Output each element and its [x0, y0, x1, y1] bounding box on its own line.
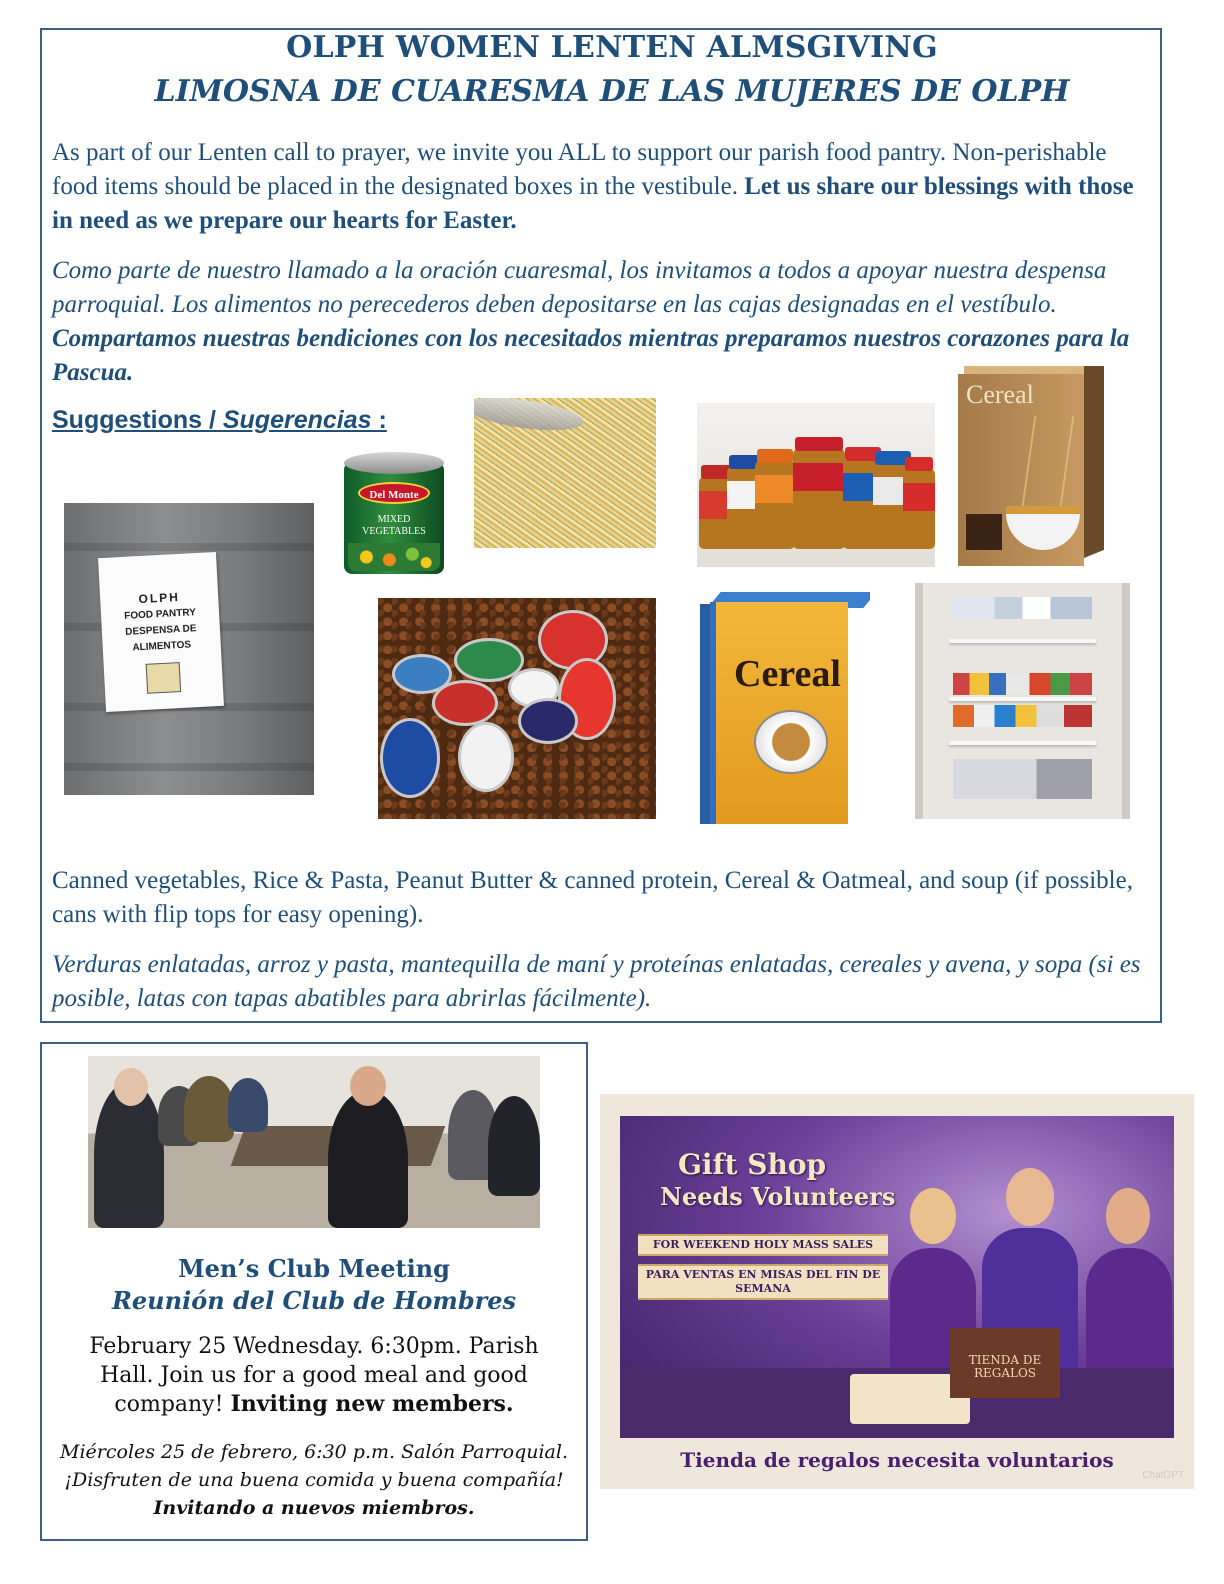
- canned-vegetables-image: [340, 452, 448, 577]
- mens-club-title-en: Men’s Club Meeting: [178, 1254, 450, 1283]
- mens-club-body-en: [60, 1332, 568, 1419]
- gift-shop-headline-2: Needs Volunteers: [660, 1182, 896, 1211]
- gift-shop-artwork: [620, 1116, 1174, 1438]
- title-es: LIMOSNA DE CUARESMA DE LAS MUJERES DE OLPH: [154, 74, 1070, 109]
- mens-club-body-es-bold: Invitando a nuevos miembros.: [153, 1497, 475, 1519]
- gift-shop-ribbon-1: FOR WEEKEND HOLY MASS SALES: [638, 1234, 888, 1256]
- cereal-box-clipart: [700, 592, 870, 826]
- title-en: OLPH WOMEN LENTEN ALMSGIVING: [286, 30, 938, 65]
- gift-shop-ribbon-2: PARA VENTAS EN MISAS DEL FIN DE SEMANA: [638, 1264, 888, 1300]
- pantry-sign-line4: ALIMENTOS: [132, 639, 192, 654]
- intro-es-text: Como parte de nuestro llamado a la oración cuaresmal, los invitamos a todos a apoyar nuestra despensa parroquial. Los alimentos no perecederos deben depositarse en las cajas designadas en el vestíbulo.: [52, 257, 1107, 318]
- pantry-sign: [98, 552, 224, 712]
- mens-club-body-en-text: February 25 Wednesday. 6:30pm. Parish Hall. Join us for a good meal and good company!: [89, 1334, 539, 1417]
- cereal-box-image: [958, 366, 1104, 566]
- suggestions-colon: :: [371, 406, 387, 434]
- pantry-sign-line3: DESPENSA DE: [125, 623, 197, 638]
- suggestions-heading: [52, 406, 387, 435]
- suggestions-separator: /: [202, 406, 223, 434]
- pantry-shelves-photo: [915, 583, 1130, 819]
- cereal-box-1-title: Cereal: [966, 380, 1034, 409]
- gift-shop-caption: Tienda de regalos necesita voluntarios: [680, 1448, 1114, 1472]
- gift-shop-poster: [600, 1094, 1194, 1489]
- peanut-butter-image: [697, 403, 935, 567]
- mens-club-title-es: Reunión del Club de Hombres: [111, 1286, 517, 1315]
- can-brand: Del Monte: [358, 482, 430, 504]
- items-en: Canned vegetables, Rice & Pasta, Peanut Butter & canned protein, Cereal & Oatmeal, and soup (if possible, cans with flip tops for easy opening).: [52, 867, 1133, 928]
- intro-es-bold: Compartamos nuestras bendiciones con los necesitados mientras preparamos nuestros corazones para la Pascua.: [52, 325, 1130, 386]
- mens-club-body-en-bold: Inviting new members.: [230, 1391, 514, 1417]
- pantry-sign-line2: FOOD PANTRY: [124, 607, 197, 622]
- pantry-sign-icon: [146, 662, 182, 694]
- rice-image: [474, 398, 656, 548]
- cereal-box-2-title: Cereal: [734, 653, 841, 695]
- food-pantry-bin-photo: [64, 503, 314, 795]
- items-es: Verduras enlatadas, arroz y pasta, mantequilla de maní y proteínas enlatadas, cereales y avena, y sopa (si es posible, latas con tapas abatibles para abrirlas fácilmente).: [52, 951, 1141, 1012]
- mens-club-body-es-text: Miércoles 25 de febrero, 6:30 p.m. Salón Parroquial. ¡Disfruten de una buena comida y buena compañía!: [60, 1441, 568, 1491]
- canned-protein-image: [378, 598, 656, 819]
- gift-shop-watermark: ChatGPT: [1142, 1470, 1184, 1481]
- suggestions-en: Suggestions: [52, 406, 203, 434]
- mens-club-body-es: [52, 1438, 576, 1522]
- gift-shop-register-sign: TIENDA DE REGALOS: [950, 1328, 1060, 1398]
- intro-en: [52, 136, 1152, 238]
- pantry-sign-line1: OLPH: [138, 589, 181, 607]
- can-label: MIXED VEGETABLES: [362, 514, 426, 537]
- gift-shop-headline-1: Gift Shop: [678, 1148, 827, 1181]
- mens-club-photo: [88, 1056, 540, 1228]
- suggestions-es: Sugerencias: [222, 406, 372, 434]
- intro-en-text: As part of our Lenten call to prayer, we invite you ALL to support our parish food pantry. Non-perishable food items should be placed in the designated boxes in the vestibule.: [52, 139, 1107, 200]
- intro-en-bold: Let us share our blessings with those in need as we prepare our hearts for Easter.: [52, 173, 1134, 234]
